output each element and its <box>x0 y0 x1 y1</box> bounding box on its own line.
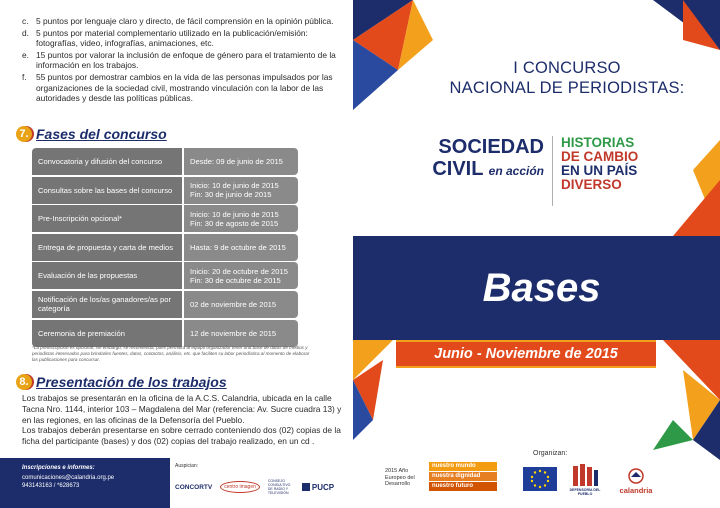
eu-stars-icon <box>528 469 552 489</box>
section-number-badge: 8. <box>16 374 32 390</box>
phase-name: Evaluación de las propuestas <box>32 262 182 289</box>
pucp-logo-text: PUCP <box>311 482 335 492</box>
table-row <box>32 262 298 289</box>
table-row <box>32 320 298 347</box>
nm-line: nuestro mundo <box>429 462 497 471</box>
criteria-text: 15 puntos por valorar la inclusión de enfoque de género para el tratamiento de la información en los trabajos. <box>36 49 336 71</box>
table-row <box>32 148 298 175</box>
logo-en-accion: en acción <box>488 164 544 178</box>
criteria-item <box>22 28 348 49</box>
phase-date: Inicio: 10 de junio de 2015 Fin: 30 de junio de 2015 <box>184 177 298 204</box>
logo-diverso: DIVERSO <box>561 177 622 192</box>
table-row <box>32 291 298 318</box>
section-title: Presentación de los trabajos <box>36 374 227 390</box>
phase-name: Convocatoria y difusión del concurso <box>32 148 182 175</box>
phase-date: Inicio: 20 de octubre de 2015 Fin: 30 de octubre de 2015 <box>184 262 298 289</box>
criteria-text: 55 puntos por demostrar cambios en la vida de las personas impulsados por las organizaciones de la sociedad civil, mostrando vinculación con la labor de las autoridades y desde las políticas públicas. <box>36 71 333 104</box>
date-banner: Junio - Noviembre de 2015 <box>396 340 656 368</box>
phases-table <box>32 148 298 348</box>
contest-title-line1: I CONCURSO <box>513 59 621 77</box>
phase-name: Pre-Inscripción opcional* <box>32 205 182 232</box>
criteria-letter: f. <box>22 71 27 82</box>
criteria-letter: d. <box>22 27 29 38</box>
nm-line: nuestro futuro <box>429 482 497 491</box>
preinscription-footnote: *La preinscripción es opcional; sin embargo, se recomienda, pues permitirá al equipo organizador tener una base de datos de medios y periodistas interesados para brindarles fuentes, datos, contactos, análisis, etc. que faciliten su labor periodística al momento de elaborar las publicaciones para concursar. <box>32 345 310 362</box>
section-8-heading <box>16 374 227 390</box>
logo-historias: HISTORIAS <box>561 135 635 150</box>
section-number-badge: 7. <box>16 126 32 142</box>
phase-name: Notificación de los/as ganadores/as por categoría <box>32 291 182 318</box>
pucp-mark-icon <box>302 483 310 491</box>
criteria-text: 5 puntos por material complementario utilizado en la publicación/emisión: fotografías, video, infografías, animaciones, etc. <box>36 27 308 49</box>
section-7-heading <box>16 126 167 142</box>
criteria-text: 5 puntos por lenguaje claro y directo, de fácil comprensión en la opinión pública. <box>36 16 334 26</box>
defensoria-logo <box>565 462 605 496</box>
defensoria-text: DEFENSORÍA DEL PUEBLO <box>569 488 601 496</box>
bases-band <box>353 236 720 340</box>
logo-en-un-pais: EN UN PAÍS <box>561 163 638 178</box>
contact-title: Inscripciones e informes: <box>22 465 95 471</box>
criteria-item <box>22 50 348 71</box>
calandria-logo <box>611 467 661 495</box>
sponsors-label: Auspician: <box>175 463 199 469</box>
contest-title-line2: NACIONAL DE PERIODISTAS: <box>449 79 685 97</box>
phase-date: Hasta: 9 de octubre de 2015 <box>184 234 298 261</box>
phase-date: 12 de noviembre de 2015 <box>184 320 298 347</box>
phase-date: 02 de noviembre de 2015 <box>184 291 298 318</box>
nm-line: nuestra dignidad <box>429 472 497 481</box>
table-row <box>32 177 298 204</box>
sponsors-block <box>175 463 353 508</box>
section-title: Fases del concurso <box>36 126 167 142</box>
criteria-letter: c. <box>22 16 29 26</box>
phase-name: Consultas sobre las bases del concurso <box>32 177 182 204</box>
pucp-logo <box>302 483 334 492</box>
calandria-bird-icon <box>611 467 661 485</box>
logo-de-cambio: DE CAMBIO <box>561 149 639 164</box>
contact-phone: 943143163 / *628673 <box>22 483 80 489</box>
organizers-label: Organizan: <box>533 450 568 457</box>
criteria-list <box>22 16 348 105</box>
table-row <box>32 205 298 232</box>
contest-title <box>417 58 717 98</box>
contact-bar <box>0 458 170 508</box>
logo-sociedad: SOCIEDAD <box>438 136 544 158</box>
criteria-item <box>22 72 348 104</box>
european-year-label: 2015 Año Europeo del Desarrollo <box>385 468 415 487</box>
eu-flag-logo <box>523 467 557 491</box>
table-row <box>32 234 298 261</box>
deco-triangle <box>653 420 693 450</box>
sociedad-civil-logo <box>425 136 553 206</box>
defensoria-emblem-icon <box>565 462 605 490</box>
consejo-consultivo-logo: CONSEJO CONSULTIVO DE RADIO Y TELEVISIÓN <box>267 479 291 495</box>
bases-title: Bases <box>482 265 601 310</box>
calandria-text: calandria <box>619 486 653 495</box>
contact-email[interactable]: comunicaciones@calandria.org.pe <box>22 475 115 481</box>
phase-name: Ceremonia de premiación <box>32 320 182 347</box>
left-panel <box>0 0 353 508</box>
cover-panel <box>353 0 720 508</box>
phase-name: Entrega de propuesta y carta de medios <box>32 234 182 261</box>
criteria-letter: e. <box>22 49 29 60</box>
centro-imagen-logo: centro imagen <box>220 481 260 493</box>
nuestro-mundo-logo <box>429 462 497 492</box>
sponsor-logos <box>175 479 353 495</box>
presentation-text: Los trabajos se presentarán en la oficina de la A.C.S. Calandria, ubicada en la calle Tacna Nro. 1144, interior 103 – Magdalena del Mar (referencia: Av. Sucre cuadra 13) y en las regiones, en las oficinas de la Defensoría del Pueblo. Los trabajos deberán presentarse en sobre cerrado conteniendo dos (02) copias de la ficha del participante (bases) y dos (02) copias del trabajo realizado, en un cd . <box>22 393 342 447</box>
phase-date: Desde: 09 de junio de 2015 <box>184 148 298 175</box>
concortv-logo: CONCORTV <box>175 483 213 491</box>
historias-logo <box>553 136 638 206</box>
criteria-item <box>22 16 348 27</box>
logo-civil: CIVIL <box>432 158 484 180</box>
phase-date: Inicio: 10 de junio de 2015 Fin: 30 de agosto de 2015 <box>184 205 298 232</box>
campaign-logo <box>425 136 685 206</box>
